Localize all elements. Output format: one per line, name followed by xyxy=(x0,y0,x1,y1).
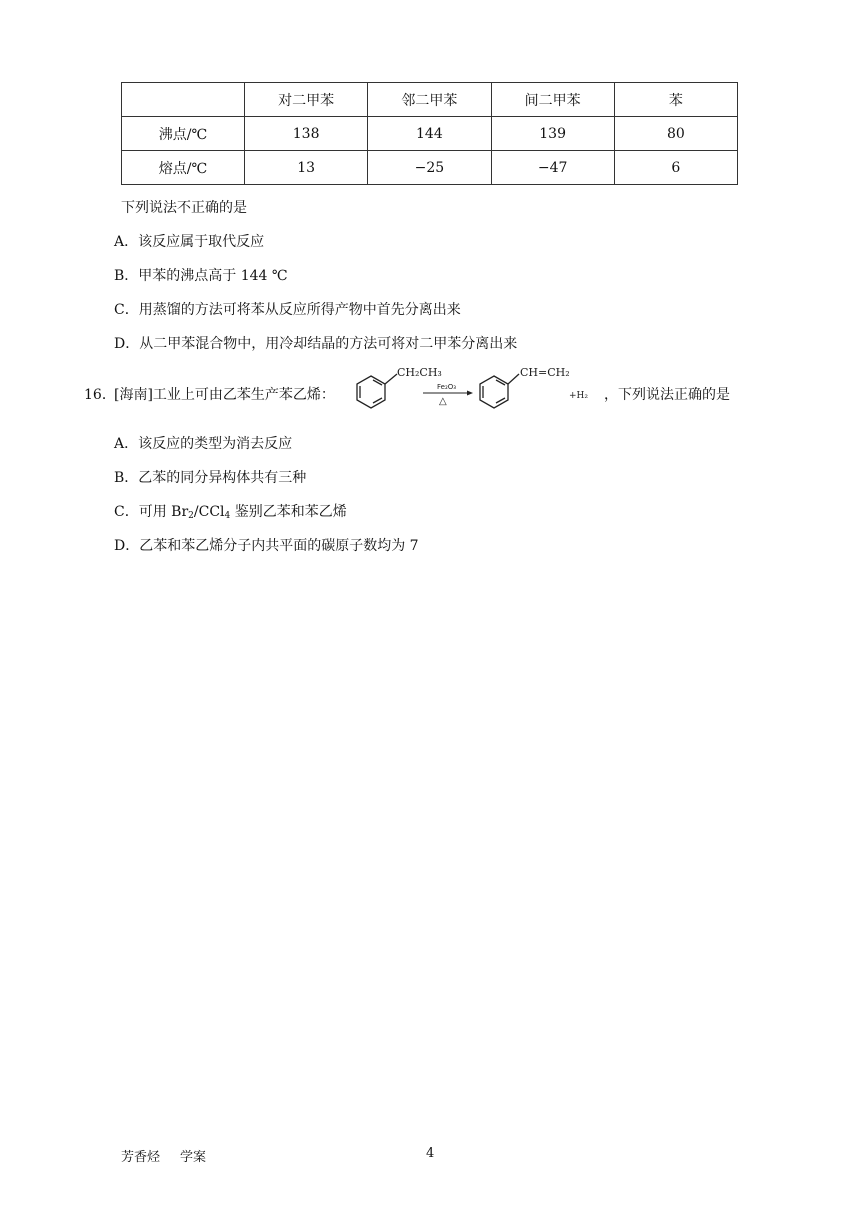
question-16-number: 16． xyxy=(84,387,116,403)
question-15-option-a: A．该反应属于取代反应 xyxy=(114,234,265,250)
catalyst-label: Fe₂O₃ xyxy=(437,383,457,391)
reaction-arrow xyxy=(423,391,473,396)
footer-title: 芳香烃 xyxy=(121,1150,161,1165)
page-number: 4 xyxy=(426,1146,435,1161)
table-header-cell: 邻二甲苯 xyxy=(368,83,491,117)
question-16-option-c xyxy=(114,501,347,521)
table-header-cell: 对二甲苯 xyxy=(245,83,368,117)
question-16-stem-suffix: ，下列说法正确的是 xyxy=(604,387,730,403)
benzene-ring-product xyxy=(480,374,519,408)
row-label: 熔点/℃ xyxy=(122,151,245,185)
question-15-stem: 下列说法不正确的是 xyxy=(121,200,247,216)
option-c-text-start: C．可用 Br xyxy=(114,504,189,520)
footer-subtitle: 学案 xyxy=(180,1150,207,1165)
table-cell: 138 xyxy=(245,117,368,151)
table-cell: 6 xyxy=(614,151,737,185)
boiling-melting-point-table xyxy=(121,82,738,185)
table-cell: 13 xyxy=(245,151,368,185)
row-label: 沸点/℃ xyxy=(122,117,245,151)
option-c-text-mid: /CCl xyxy=(193,504,225,520)
table-header-cell: 苯 xyxy=(614,83,737,117)
ccl4-subscript: 4 xyxy=(224,511,231,521)
question-15-option-b: B．甲苯的沸点高于 144 ℃ xyxy=(114,268,288,284)
product-group-label: CH=CH₂ xyxy=(520,366,570,379)
table-header-cell: 间二甲苯 xyxy=(491,83,614,117)
question-16-option-a: A．该反应的类型为消去反应 xyxy=(114,436,293,452)
table-cell: 144 xyxy=(368,117,491,151)
table-cell: −47 xyxy=(491,151,614,185)
benzene-ring-reactant xyxy=(357,374,397,408)
question-16-option-d: D．乙苯和苯乙烯分子内共平面的碳原子数均为 7 xyxy=(114,538,419,554)
table-cell: 139 xyxy=(491,117,614,151)
question-16-option-b: B．乙苯的同分异构体共有三种 xyxy=(114,470,307,486)
question-15-option-c: C．用蒸馏的方法可将苯从反应所得产物中首先分离出来 xyxy=(114,302,461,318)
option-c-text-end: 鉴别乙苯和苯乙烯 xyxy=(230,504,347,520)
ethylbenzene-dehydrogenation-reaction xyxy=(353,364,603,420)
bromine-subscript: 2 xyxy=(188,511,194,521)
question-15-option-d: D．从二甲苯混合物中，用冷却结晶的方法可将对二甲苯分离出来 xyxy=(114,336,518,352)
table-cell: 80 xyxy=(614,117,737,151)
table-row xyxy=(122,151,738,185)
hydrogen-byproduct-label: +H₂ xyxy=(569,391,588,401)
table-header-row xyxy=(122,83,738,117)
table-cell: −25 xyxy=(368,151,491,185)
table-cell xyxy=(122,83,245,117)
table-row xyxy=(122,117,738,151)
question-16-stem-prefix: [海南]工业上可由乙苯生产苯乙烯： xyxy=(114,387,335,403)
heat-condition-label: △ xyxy=(439,396,447,407)
reactant-group-label: CH₂CH₃ xyxy=(397,366,442,379)
